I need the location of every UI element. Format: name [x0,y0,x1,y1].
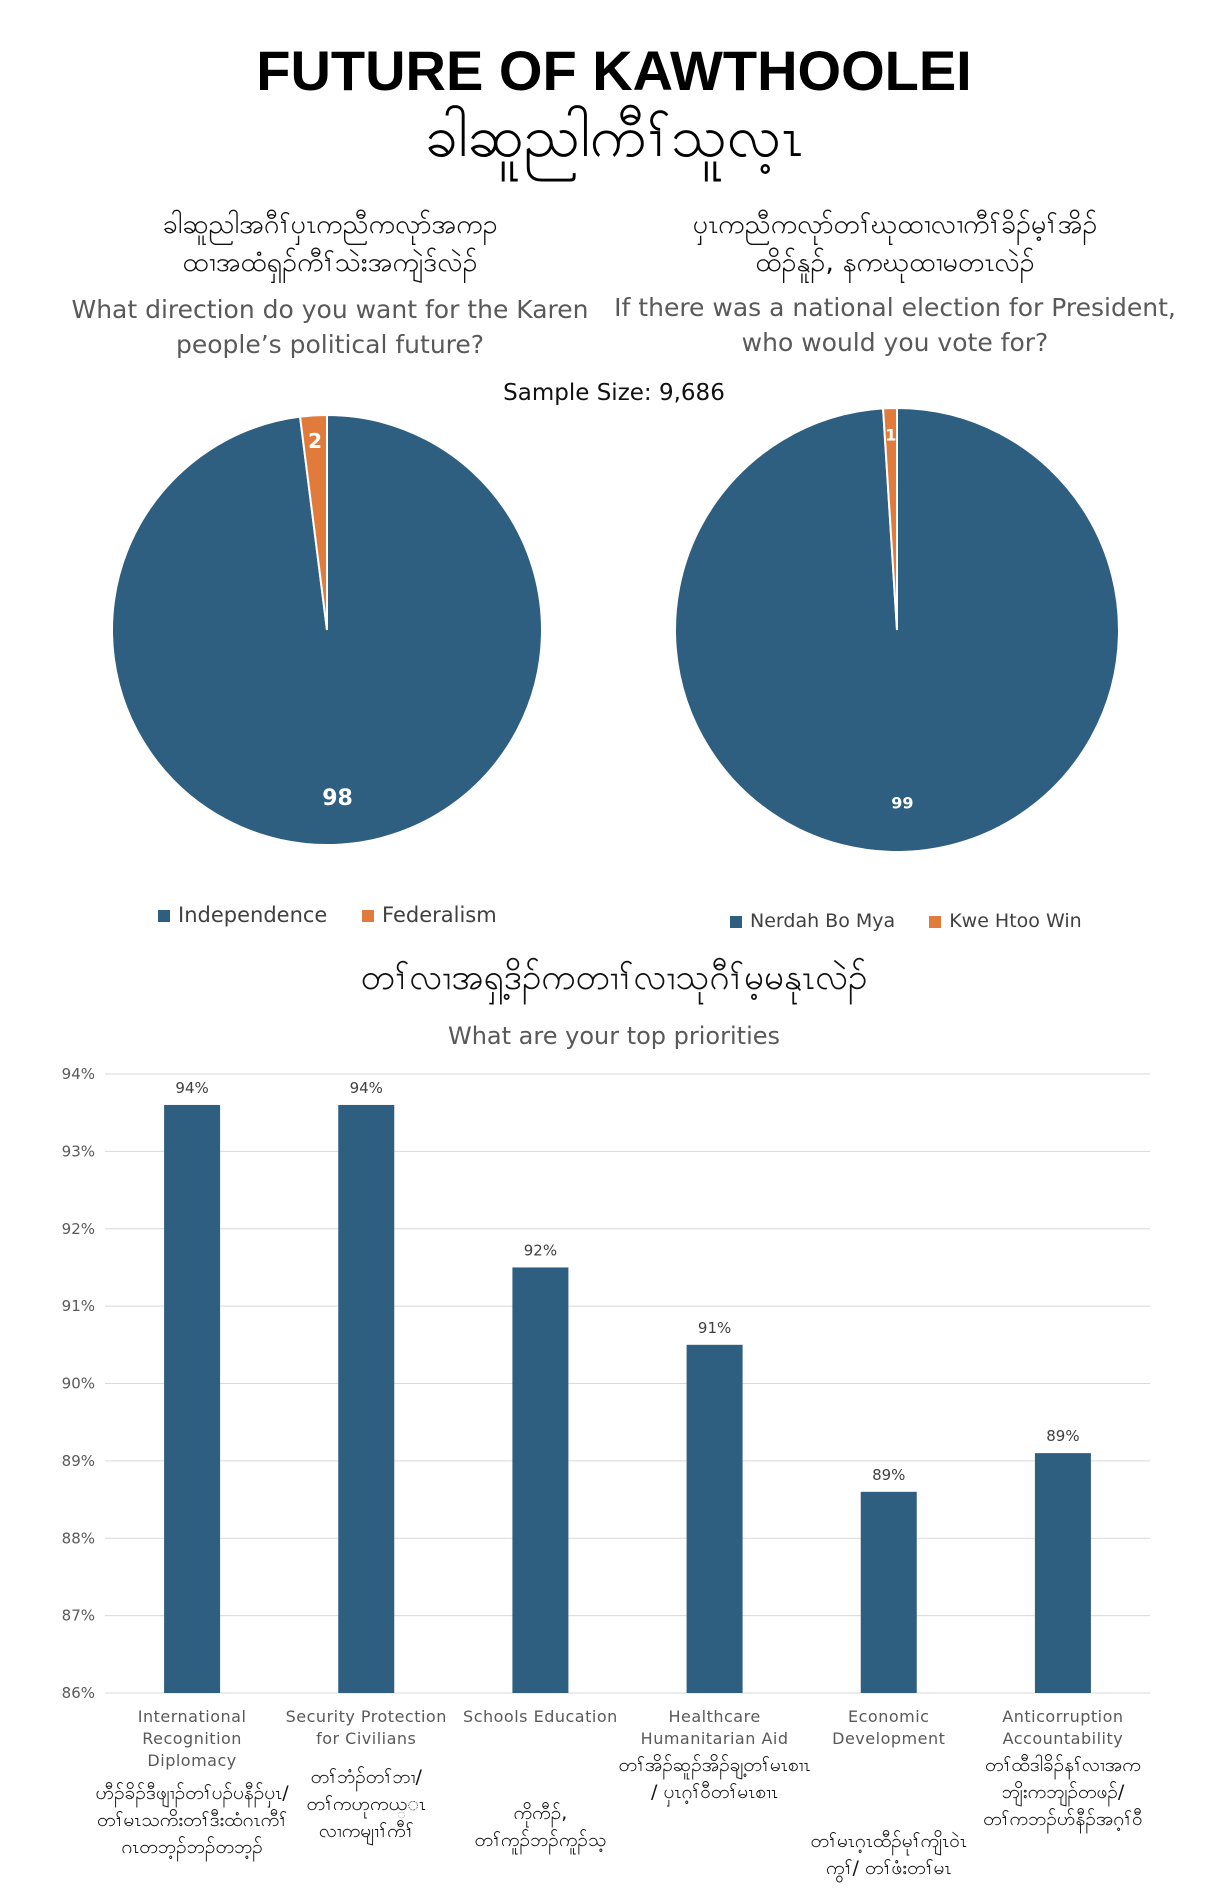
x-tick-label-karen-line: ကွၢ်/ တၢ်ဖံးတၢ်မၤ [826,1857,952,1879]
x-tick-label-karen-line: တၢ်ကဘၣ်ဟ်နီၣ်အဂ့ၢ်ဝီ [983,1808,1143,1830]
x-tick-label-karen-line: တၢ်ကူၣ်ဘၣ်ကူၣ်သ့ [474,1829,607,1851]
bar [1035,1453,1091,1693]
pie-right [675,408,1119,852]
page-title: FUTURE OF KAWTHOOLEI [256,39,972,102]
x-tick-label-karen-line: တၢ်ကဟုကယ္ၤ [306,1793,427,1815]
x-tick-label-karen-line: တၢ်မၤဂ့ၤထီၣ်မုၢ်ကျိၤဝဲၤ [810,1830,968,1852]
bar-grid [62,1065,1150,1702]
x-tick-label-karen [590,1752,840,1806]
legend-swatch-orange [929,916,941,928]
left-question-english-line: people’s political future? [175,330,485,359]
x-tick-label-line: Humanitarian Aid [640,1729,789,1748]
legend-swatch-blue [158,910,170,922]
x-tick-label [107,1706,277,1772]
pie-charts [0,400,1228,870]
bar [687,1345,743,1693]
bar [861,1492,917,1693]
bar-data-label: 92% [523,1241,558,1260]
x-tick-label-karen-line: / ပှၤဂ့ၢ်ဝီတၢ်မၤစၢၤ [651,1781,779,1803]
x-tick-label-karen-line: ဟီၣ်ခိၣ်ဒီဖျၢၣ်တၢ်ပၣ်ပနီၣ်ပှၤ/ [95,1782,289,1804]
left-question-english [40,292,620,362]
pie-left [112,415,542,845]
y-tick-label: 89% [61,1451,95,1470]
x-tick-label-line: Schools Education [463,1707,618,1726]
pie-data-label: 1 [885,425,897,445]
pie-data-label: 98 [322,786,353,812]
x-tick-label-line: Recognition [142,1729,242,1748]
legend-item [362,903,497,927]
y-tick-label: 88% [61,1529,95,1548]
x-tick-label-karen-line: ဂၤတဘ့ၣ်ဘၣ်တဘ့ၣ် [121,1836,263,1858]
legend-swatch-orange [362,910,374,922]
page-title-karen: ခါဆူညါကီၢ်သူလ့ၤ [425,102,803,170]
priorities-title-english: What are your top priorities [447,1022,780,1050]
legend-label: Kwe Htoo Win [949,910,1082,932]
x-tick-label-karen-line: တၢ်အိၣ်ဆူၣ်အိၣ်ချ့တၢ်မၤစၢၤ [618,1754,811,1776]
legend-item [158,903,327,927]
right-question-karen-line: ထိၣ်နူၣ်, နကဃုထၢမတၤလဲၣ် [755,247,1035,278]
x-tick-label-karen-line: လၢကမျၢၢ်ကီၢ် [318,1820,414,1842]
y-tick-label: 92% [61,1219,95,1238]
right-question-english-line: who would you vote for? [741,328,1049,357]
x-tick-label-karen-line: တၢ်မၤသကိးတၢ်ဒီးထံဂၤကီၢ် [97,1809,288,1831]
x-tick-label-karen [938,1752,1188,1833]
right-question-english-line: If there was a national election for President, [614,293,1176,322]
x-tick-label-karen-line: တၢ်ထီဒါခိၣ်နၢ်လၢအက [985,1754,1141,1776]
bar-data-label: 89% [872,1465,906,1484]
y-tick-label: 86% [61,1684,95,1702]
x-tick-label-line: Economic [848,1707,930,1726]
x-tick-label-line: for Civilians [316,1729,417,1748]
x-tick-label-karen [764,1828,1014,1882]
y-tick-label: 93% [61,1142,95,1161]
legend-label: Federalism [382,903,497,927]
priorities-title-karen: တၢ်လၢအရှ့ဒိၣ်ကတၢၢ်လၢသုဂီၢ်မ့မနုၤလဲၣ် [360,958,868,998]
left-question-karen-line: ထၢအထံရှၣ်ကီၢ်သဲးအကျဲဒ်လဲၣ် [182,247,478,278]
x-tick-label-line: Security Protection [285,1707,447,1726]
right-question-karen-line: ပှၤကညီကလုာ်တၢ်ဃုထၢလၢကီၢ်ခိၣ်မ့ၢ်အိၣ် [692,209,1098,240]
x-tick-label-line: Healthcare [668,1707,761,1726]
legend-swatch-blue [730,916,742,928]
x-tick-label-line: Diplomacy [147,1751,237,1770]
bar [338,1105,394,1693]
sample-size: Sample Size: 9,686 [503,380,725,406]
y-tick-label: 87% [61,1606,95,1625]
bar-data-label: 89% [1046,1427,1080,1446]
x-tick-label [281,1706,451,1750]
legend-item [730,910,895,932]
x-tick-label-karen-line: ဘျိးကဘျၣ်တဖၣ်/ [1001,1781,1125,1803]
legend-item [929,910,1081,932]
right-question-karen [600,206,1190,282]
bar-chart [0,1060,1228,1720]
x-tick-label [804,1706,974,1750]
x-tick-label-karen-line: တၢ်ဘံၣ်တၢ်ဘၢ/ [310,1766,422,1788]
pie-data-label: 2 [308,429,323,454]
legend-label: Independence [178,903,328,927]
left-question-karen [40,206,620,282]
left-legend [158,903,525,927]
x-tick-label-line: Accountability [1002,1729,1124,1748]
bar-data-label: 94% [175,1078,209,1097]
right-question-english [600,290,1190,360]
left-question-karen-line: ခါဆူညါအဂီၢ်ပှၤကညီကလုာ်အကၣ [162,209,498,240]
legend-label: Nerdah Bo Mya [750,910,896,932]
x-tick-label-karen-line: ကိုကီၣ်, [513,1802,568,1824]
x-tick-label [978,1706,1148,1750]
right-legend [730,910,1110,932]
bar-series [164,1105,1091,1693]
bar-data-label: 94% [349,1078,383,1097]
bar [164,1105,220,1693]
left-question-english-line: What direction do you want for the Karen [71,295,589,324]
y-tick-label: 90% [61,1374,95,1393]
bar-data-label: 91% [697,1318,732,1337]
y-tick-label: 94% [61,1065,95,1083]
y-tick-label: 91% [61,1297,95,1316]
pie-data-label: 99 [891,793,914,813]
bar [512,1267,568,1693]
bar-data-labels [175,1079,1079,1484]
x-tick-label [455,1706,625,1728]
x-tick-label-karen [415,1800,665,1854]
x-tick-label-line: Anticorruption [1002,1707,1124,1726]
x-tick-label [630,1706,800,1750]
x-tick-label-line: International [137,1707,247,1726]
x-tick-label-line: Development [832,1729,946,1748]
